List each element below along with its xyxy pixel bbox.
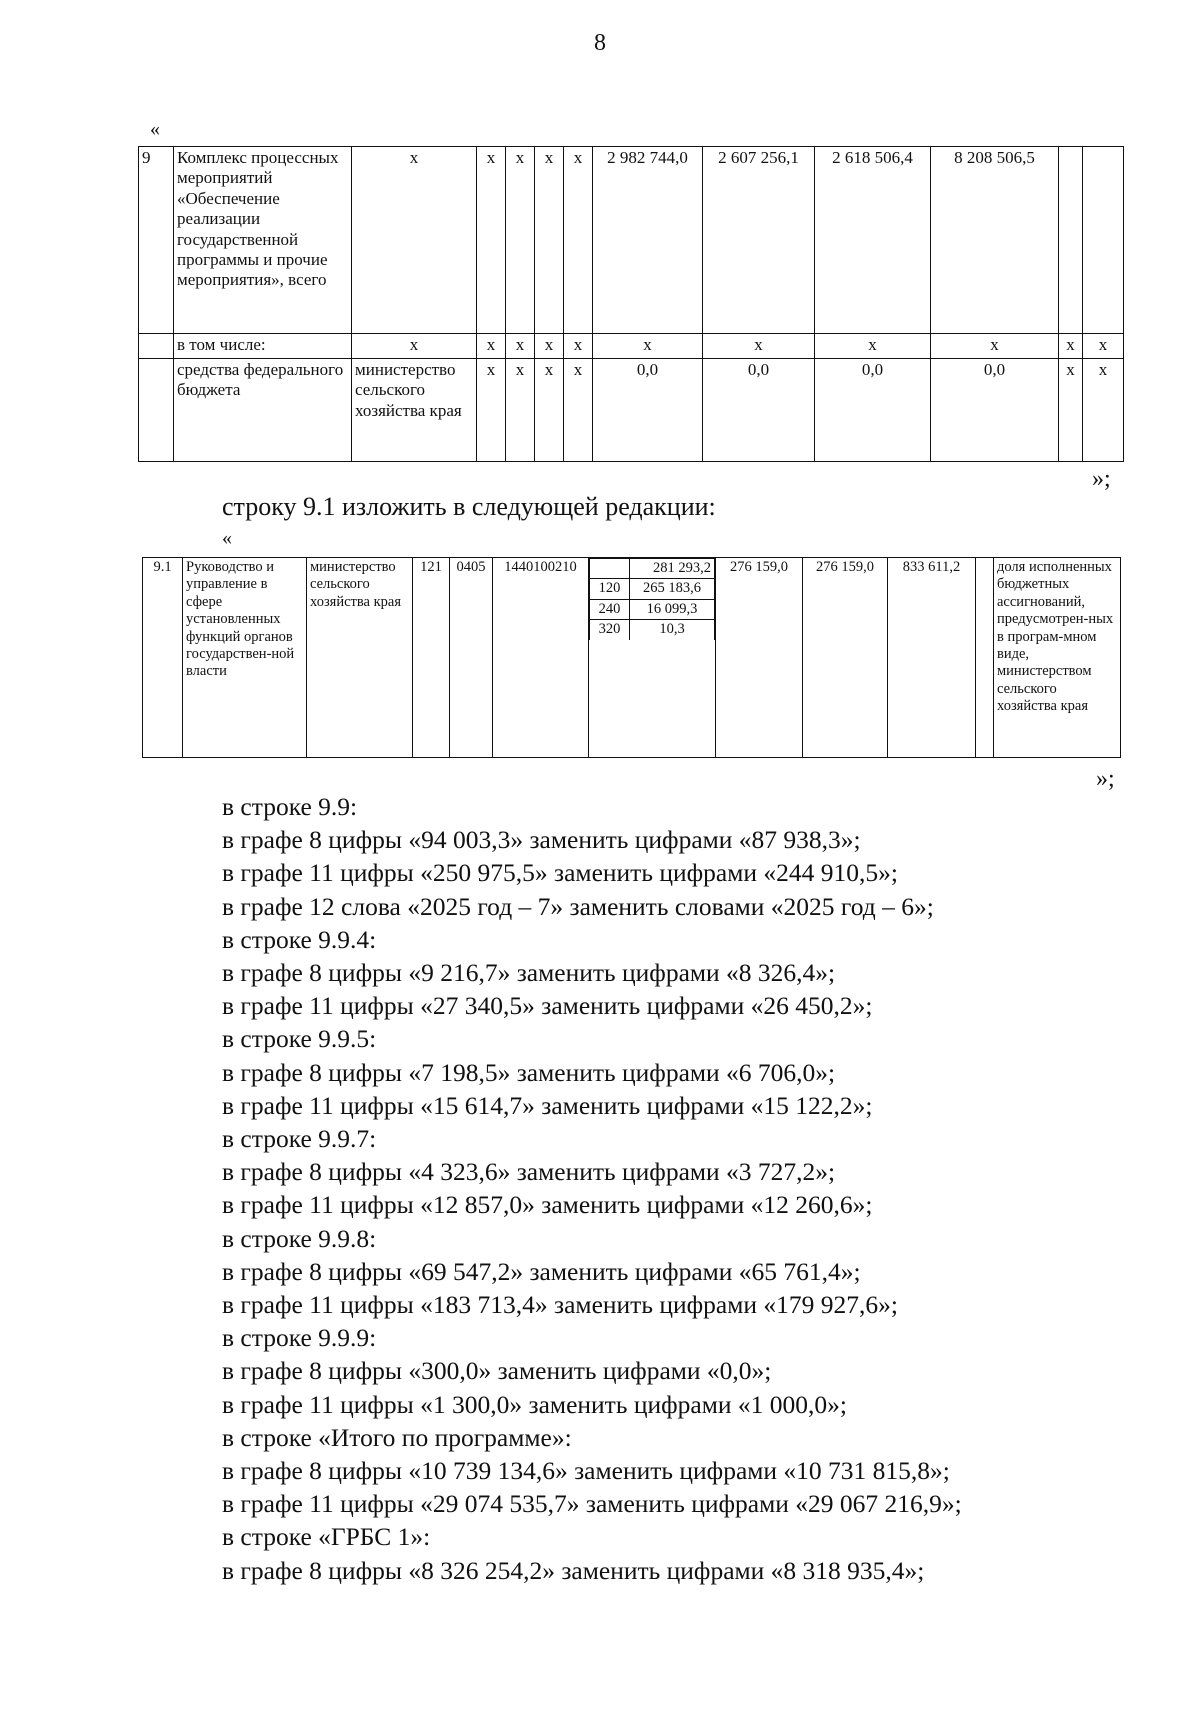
row-name: Комплекс процессных мероприятий «Обеспечение реализации государственной программы и прочие мероприятия», всего <box>174 147 352 334</box>
sub-row <box>590 599 715 619</box>
quote-close-1: »; <box>1092 466 1111 492</box>
empty-cell <box>976 558 994 758</box>
program-table-row-9 <box>138 146 1124 462</box>
value-2026: 276 159,0 <box>803 558 888 758</box>
marker-cell: х <box>1059 359 1083 462</box>
intro-text: строку 9.1 изложить в следующей редакции: <box>222 492 716 521</box>
empty-cell <box>1083 147 1124 334</box>
vr-values-cell <box>589 558 716 758</box>
vr-value: 10,3 <box>630 620 715 640</box>
vr-code: 320 <box>590 620 630 640</box>
result-indicator: доля исполненных бюджетных ассигнований, предусмотрен-ных в програм-мном виде, министерством сельского хозяйства края <box>994 558 1121 758</box>
quote-open-2: « <box>222 527 232 549</box>
value-2025: 2 607 256,1 <box>703 147 815 334</box>
value-2025: 276 159,0 <box>716 558 803 758</box>
value-2024: 0,0 <box>593 359 703 462</box>
table-row-including <box>139 334 1124 359</box>
code-cell: х <box>477 359 506 462</box>
marker-cell: х <box>1083 334 1124 359</box>
empty-cell <box>139 334 174 359</box>
value-total: 833 611,2 <box>888 558 976 758</box>
amendment-line: в строке 9.9.4: <box>222 924 377 954</box>
vr-code: 120 <box>590 579 630 599</box>
amendment-line: в строке 9.9.8: <box>222 1223 377 1253</box>
page-number: 8 <box>594 30 606 56</box>
code-cell: х <box>477 147 506 334</box>
amendment-line: в строке «Итого по программе»: <box>222 1422 572 1452</box>
table-row <box>143 558 1121 758</box>
vr-code: 240 <box>590 599 630 619</box>
vr-breakdown <box>589 558 715 640</box>
row-label: средства федерального бюджета <box>174 359 352 462</box>
marker-cell: х <box>1083 359 1124 462</box>
empty-cell <box>1059 147 1083 334</box>
grbs-cell: министерство сельского хозяйства края <box>352 359 477 462</box>
amendment-line: в графе 8 цифры «94 003,3» заменить цифрами «87 938,3»; <box>222 825 861 855</box>
vr-value: 281 293,2 <box>630 559 715 579</box>
amendment-line: в графе 11 цифры «12 857,0» заменить цифрами «12 260,6»; <box>222 1190 873 1220</box>
row-number: 9 <box>139 147 174 334</box>
amendment-line: в графе 11 цифры «29 074 535,7» заменить цифрами «29 067 216,9»; <box>222 1489 962 1519</box>
amendments-list <box>222 790 962 1587</box>
code-cell: х <box>564 147 593 334</box>
value-total: х <box>931 334 1059 359</box>
value-total: 0,0 <box>931 359 1059 462</box>
amendment-line: в графе 8 цифры «69 547,2» заменить цифрами «65 761,4»; <box>222 1256 861 1286</box>
row-label: в том числе: <box>174 334 352 359</box>
amendment-line: в строке 9.9.7: <box>222 1124 377 1154</box>
amendment-line: в графе 8 цифры «10 739 134,6» заменить цифрами «10 731 815,8»; <box>222 1456 950 1486</box>
code-cell: х <box>564 359 593 462</box>
code-csr: 1440100210 <box>493 558 589 758</box>
empty-cell <box>139 359 174 462</box>
row-number: 9.1 <box>143 558 183 758</box>
amendment-line: в графе 11 цифры «27 340,5» заменить цифрами «26 450,2»; <box>222 991 873 1021</box>
vr-code <box>590 559 630 579</box>
amendment-line: в графе 11 цифры «15 614,7» заменить цифрами «15 122,2»; <box>222 1090 873 1120</box>
amendment-line: в строке «ГРБС 1»: <box>222 1522 431 1552</box>
grbs-cell: министерство сельского хозяйства края <box>307 558 413 758</box>
program-table-row-9-1 <box>142 557 1121 758</box>
code-grbs: 121 <box>413 558 450 758</box>
table-row-federal <box>139 359 1124 462</box>
code-cell: х <box>506 334 535 359</box>
sub-row <box>590 620 715 640</box>
amendment-line: в графе 11 цифры «1 300,0» заменить цифрами «1 000,0»; <box>222 1389 847 1419</box>
amendment-line: в графе 8 цифры «8 326 254,2» заменить цифрами «8 318 935,4»; <box>222 1555 925 1585</box>
value-2024: 2 982 744,0 <box>593 147 703 334</box>
sub-row <box>590 559 715 579</box>
grbs-cell: х <box>352 147 477 334</box>
amendment-line: в графе 11 цифры «183 713,4» заменить цифрами «179 927,6»; <box>222 1290 898 1320</box>
code-cell: х <box>535 334 564 359</box>
amendment-line: в строке 9.9: <box>222 792 358 821</box>
code-rzpr: 0405 <box>450 558 493 758</box>
amendment-line: в графе 8 цифры «7 198,5» заменить цифрами «6 706,0»; <box>222 1057 836 1087</box>
amendment-line: в графе 12 слова «2025 год – 7» заменить словами «2025 год – 6»; <box>222 891 934 921</box>
amendment-line: в графе 8 цифры «4 323,6» заменить цифрами «3 727,2»; <box>222 1157 836 1187</box>
quote-close-2: »; <box>1096 766 1115 792</box>
grbs-cell: х <box>352 334 477 359</box>
code-cell: х <box>506 359 535 462</box>
value-total: 8 208 506,5 <box>931 147 1059 334</box>
code-cell: х <box>535 147 564 334</box>
row-name: Руководство и управление в сфере установленных функций органов государствен-ной власти <box>183 558 307 758</box>
value-2025: х <box>703 334 815 359</box>
quote-open-1: « <box>150 118 160 140</box>
code-cell: х <box>535 359 564 462</box>
amendment-line: в строке 9.9.9: <box>222 1323 377 1353</box>
amendment-line: в графе 8 цифры «300,0» заменить цифрами «0,0»; <box>222 1356 772 1386</box>
value-2025: 0,0 <box>703 359 815 462</box>
sub-row <box>590 579 715 599</box>
code-cell: х <box>506 147 535 334</box>
value-2026: 0,0 <box>815 359 931 462</box>
code-cell: х <box>564 334 593 359</box>
value-2026: 2 618 506,4 <box>815 147 931 334</box>
table-row-9 <box>139 147 1124 334</box>
amendment-line: в графе 11 цифры «250 975,5» заменить цифрами «244 910,5»; <box>222 858 898 888</box>
value-2024: х <box>593 334 703 359</box>
amendment-line: в строке 9.9.5: <box>222 1024 377 1054</box>
vr-value: 265 183,6 <box>630 579 715 599</box>
marker-cell: х <box>1059 334 1083 359</box>
code-cell: х <box>477 334 506 359</box>
value-2026: х <box>815 334 931 359</box>
amendment-line: в графе 8 цифры «9 216,7» заменить цифрами «8 326,4»; <box>222 958 836 988</box>
vr-value: 16 099,3 <box>630 599 715 619</box>
